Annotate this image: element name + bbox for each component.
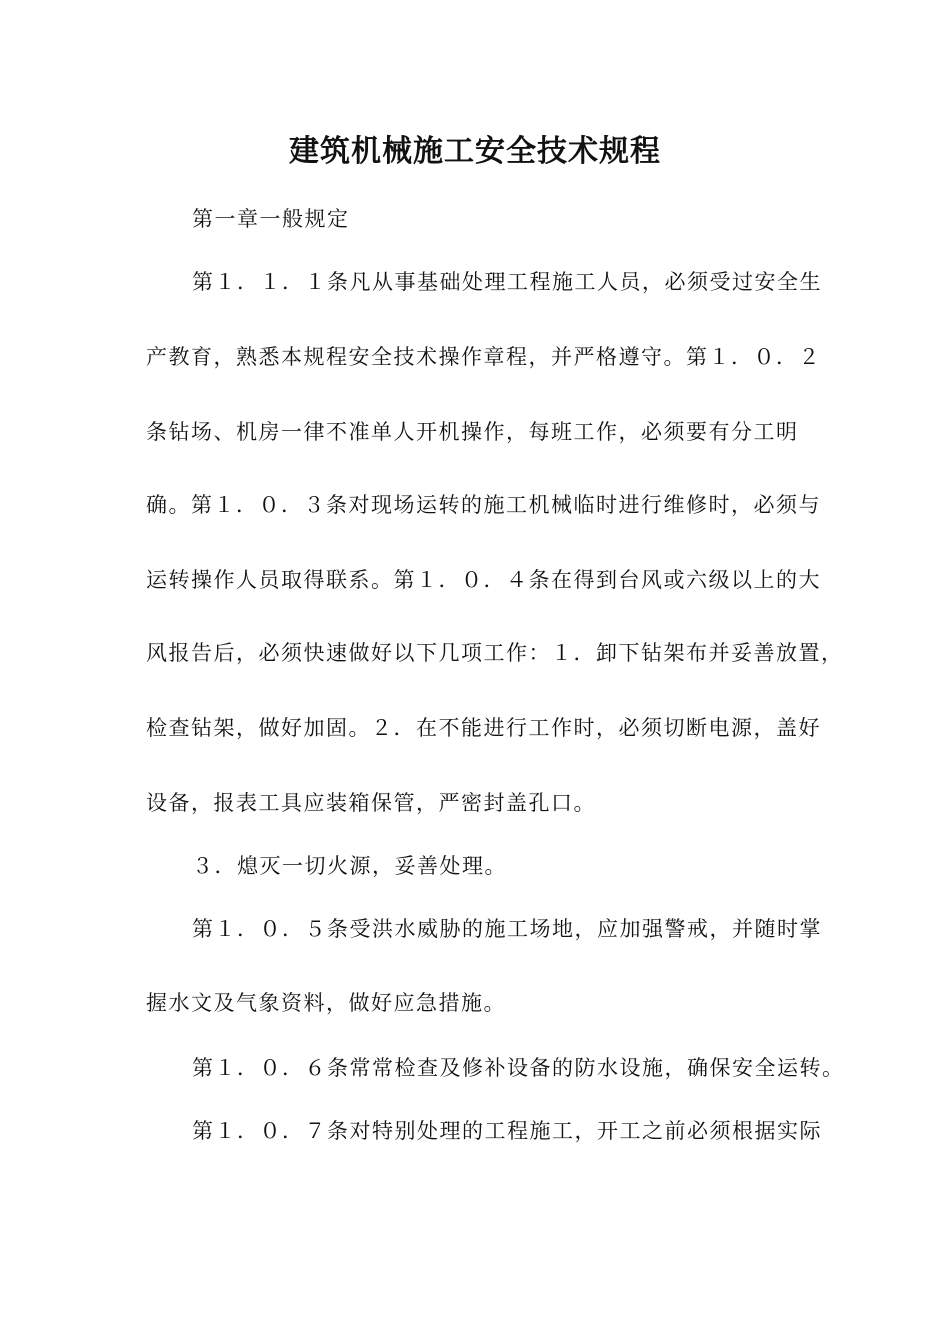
paragraph-line: 确。第１．０．３条对现场运转的施工机械临时进行维修时，必须与	[146, 493, 821, 517]
paragraph-line: 握水文及气象资料，做好应急措施。	[146, 991, 506, 1015]
paragraph-line: 条钻场、机房一律不准单人开机操作，每班工作，必须要有分工明	[146, 420, 799, 444]
page-title: 建筑机械施工安全技术规程	[289, 134, 661, 169]
paragraph-line: 检查钻架，做好加固。２．在不能进行工作时，必须切断电源，盖好	[146, 716, 821, 740]
chapter-heading: 第一章一般规定	[192, 207, 350, 231]
paragraph-line: 第１．１．１条凡从事基础处理工程施工人员，必须受过安全生	[192, 270, 822, 294]
paragraph-line: 第１．０．６条常常检查及修补设备的防水设施，确保安全运转。	[192, 1056, 845, 1080]
paragraph-line: 风报告后，必须快速做好以下几项工作：１．卸下钻架布并妥善放置，	[146, 641, 844, 665]
paragraph-line: 运转操作人员取得联系。第１．０．４条在得到台风或六级以上的大	[146, 568, 821, 592]
paragraph-line: 设备，报表工具应装箱保管，严密封盖孔口。	[146, 791, 596, 815]
paragraph-line: 第１．０．７条对特别处理的工程施工，开工之前必须根据实际	[192, 1119, 822, 1143]
paragraph-line: 产教育，熟悉本规程安全技术操作章程，并严格遵守。第１．０．２	[146, 345, 821, 369]
paragraph-line: 第１．０．５条受洪水威胁的施工场地，应加强警戒，并随时掌	[192, 917, 822, 941]
paragraph-line: ３．熄灭一切火源，妥善处理。	[192, 854, 507, 878]
